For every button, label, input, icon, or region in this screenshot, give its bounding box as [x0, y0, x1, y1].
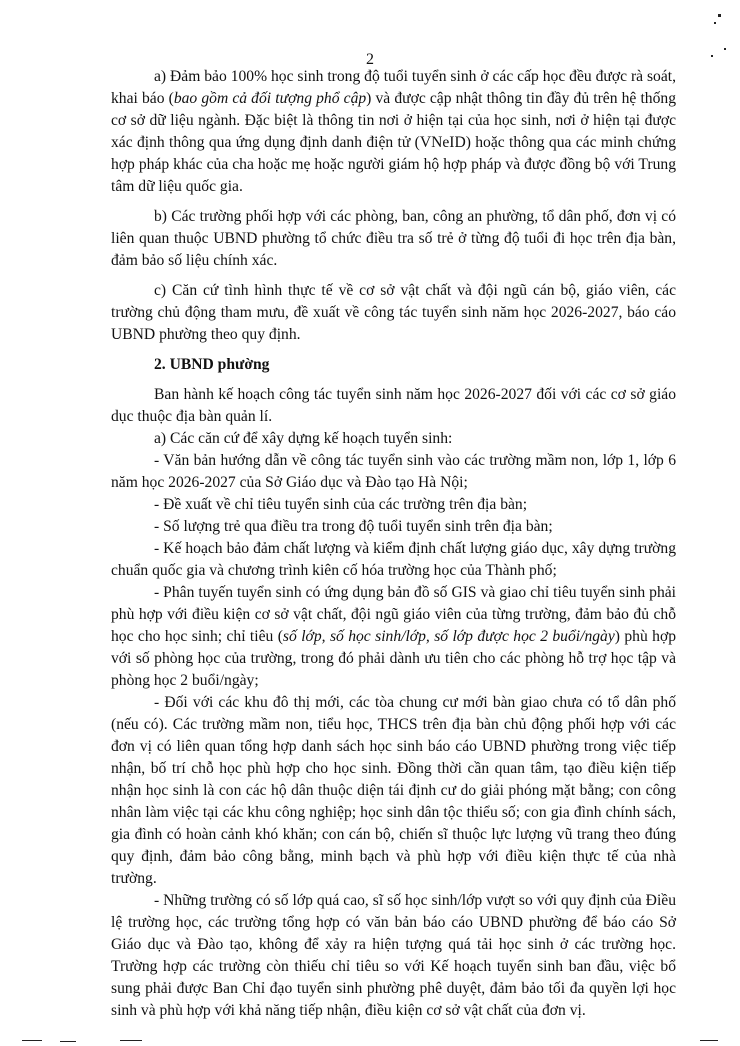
- paragraph-b-survey: b) Các trường phối hợp với các phòng, ban, công an phường, tổ dân phố, đơn vị có liên quan thuộc UBND phường tổ chức điều tra số trẻ ở từng độ tuổi đi học trên địa bàn, đảm bảo số liệu chính xác.: [111, 208, 676, 269]
- list-item-quota-proposal: - Đề xuất về chỉ tiêu tuyển sinh của các trường trên địa bàn;: [154, 496, 528, 513]
- paragraph-a-data-review: a) Đảm bảo 100% học sinh trong độ tuổi tuyển sinh ở các cấp học đều được rà soát, khai báo (bao gồm cả đối tượng phổ cập) và được cập nhật thông tin đầy đủ trên hệ thống cơ sở dữ liệu ngành. Đặc biệt là thông tin nơi ở hiện tại của học sinh, nơi ở hiện tại được xác định thông qua ứng dụng định danh điện tử (VNeID) hoặc thông qua các minh chứng hợp pháp khác của cha hoặc mẹ hoặc người giám hộ hợp pháp và được đồng bộ với Trung tâm dữ liệu quốc gia.: [111, 68, 676, 195]
- document-body: [111, 66, 676, 1022]
- paragraph-plan-issuance: Ban hành kế hoạch công tác tuyển sinh năm học 2026-2027 đối với các cơ sở giáo dục thuộc địa bàn quản lí.: [111, 386, 676, 425]
- paragraph-c-proposal: c) Căn cứ tình hình thực tế về cơ sở vật chất và đội ngũ cán bộ, giáo viên, các trường chủ động tham mưu, đề xuất về công tác tuyển sinh năm học 2026-2027, báo cáo UBND phường theo quy định.: [111, 282, 676, 343]
- list-item-new-urban-areas: - Đối với các khu đô thị mới, các tòa chung cư mới bàn giao chưa có tổ dân phố (nếu có). Các trường mầm non, tiểu học, THCS trên địa bàn chủ động phối hợp với các đơn vị có liên quan tổng hợp danh sách học sinh báo cáo UBND phường trong việc tiếp nhận, bố trí chỗ học phù hợp cho học sinh. Đồng thời cần quan tâm, tạo điều kiện tiếp nhận học sinh là con các hộ dân thuộc diện tái định cư do giải phóng mặt bằng; con công nhân làm việc tại các khu công nghiệp; học sinh dân tộc thiểu số; con gia đình chính sách, gia đình có hoàn cảnh khó khăn; con cán bộ, chiến sĩ thuộc lực lượng vũ trang theo đúng quy định, đảm bảo công bằng, minh bạch và phù hợp với điều kiện thực tế của nhà trường.: [111, 694, 676, 887]
- list-item-guidance-document: - Văn bản hướng dẫn về công tác tuyển sinh vào các trường mầm non, lớp 1, lớp 6 năm học 2026-2027 của Sở Giáo dục và Đào tạo Hà Nội;: [111, 452, 676, 491]
- list-item-quality-plan: - Kế hoạch bảo đảm chất lượng và kiểm định chất lượng giáo dục, xây dựng trường chuẩn quốc gia và chương trình kiên cố hóa trường học của Thành phố;: [111, 540, 676, 579]
- list-item-gis-routing: - Phân tuyến tuyển sinh có ứng dụng bản đồ số GIS và giao chỉ tiêu tuyển sinh phải phù hợp với điều kiện cơ sở vật chất, đội ngũ giáo viên của từng trường, đảm bảo đủ chỗ học cho học sinh; chỉ tiêu (số lớp, số học sinh/lớp, số lớp được học 2 buổi/ngày) phù hợp với số phòng học của trường, trong đó phải dành ưu tiên cho các phòng hỗ trợ học tập và phòng học 2 buổi/ngày;: [111, 584, 676, 689]
- list-item-child-count: - Số lượng trẻ qua điều tra trong độ tuổi tuyển sinh trên địa bàn;: [154, 518, 553, 535]
- list-item-overcrowded-schools: - Những trường có số lớp quá cao, sĩ số học sinh/lớp vượt so với quy định của Điều lệ trường học, các trường tổng hợp có văn bản báo cáo UBND phường để báo cáo Sở Giáo dục và Đào tạo, không để xảy ra hiện tượng quá tải học sinh ở các trường học. Trường hợp các trường còn thiếu chỉ tiêu so với Kế hoạch tuyển sinh ban đầu, việc bổ sung phải được Ban Chỉ đạo tuyển sinh phường phê duyệt, đảm bảo tối đa quyền lợi học sinh và phù hợp với khả năng tiếp nhận, điều kiện cơ sở vật chất của đơn vị.: [111, 892, 676, 1019]
- section-heading-ubnd: 2. UBND phường: [154, 356, 270, 373]
- paragraph-basis-intro: a) Các căn cứ để xây dựng kế hoạch tuyển sinh:: [154, 430, 453, 447]
- page-number: 2: [366, 51, 374, 68]
